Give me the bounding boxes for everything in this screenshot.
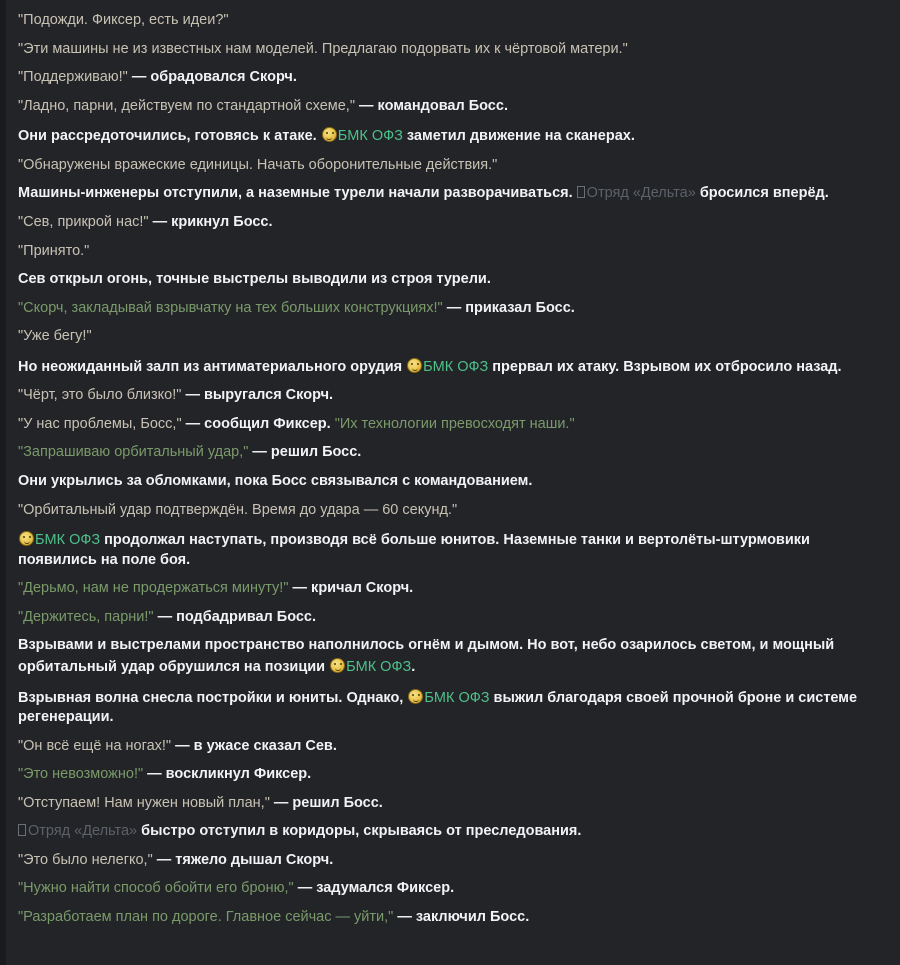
chat-message — [18, 760, 888, 789]
narration-text: — тяжело дышал Скорч. — [156, 851, 334, 868]
dialogue-text: "Подожди. Фиксер, есть идеи?" — [18, 12, 229, 28]
chat-message — [18, 732, 888, 761]
smiley-emoji-icon — [407, 358, 422, 373]
dialogue-text: "Он всё ещё на ногах!" — [18, 737, 176, 754]
chat-message — [18, 496, 888, 525]
dialogue-text: "Орбитальный удар подтверждён. Время до удара — 60 секунд." — [18, 501, 458, 518]
narration-text: Взрывная волна снесла постройки и юниты. Однако, — [18, 689, 408, 706]
narration-text: быстро отступил в коридоры, скрываясь от преследования. — [137, 823, 582, 840]
dialogue-text: "Разработаем план по дороге. Главное сейчас — уйти," — [18, 909, 398, 925]
smiley-emoji-icon — [330, 658, 345, 673]
narration-text: Но неожиданный залп из антиматериального орудия — [18, 358, 407, 375]
chat-message — [18, 903, 888, 932]
narration-text: — командовал Босс. — [359, 97, 508, 114]
mention-link[interactable]: БМК ОФЗ — [346, 658, 412, 675]
narration-text: — заключил Босс. — [397, 909, 530, 925]
chat-message — [18, 351, 888, 382]
dialogue-text: "Нужно найти способ обойти его броню," — [18, 880, 298, 897]
chat-message — [18, 410, 888, 439]
narration-text: — приказал Босс. — [446, 299, 575, 316]
chat-message — [18, 817, 888, 846]
narration-text: — крикнул Босс. — [152, 213, 273, 230]
narration-text: — сообщил Фиксер. — [185, 415, 335, 432]
chat-message — [18, 603, 888, 632]
narration-text: — обрадовался Скорч. — [131, 69, 297, 86]
dialogue-text: "Дерьмо, нам не продержаться минуту!" — [18, 580, 293, 597]
chat-message — [18, 63, 888, 92]
mention-link-muted[interactable]: Отряд «Дельта» — [586, 185, 696, 202]
chat-message — [18, 179, 888, 208]
chat-message — [18, 467, 888, 496]
narration-text: — задумался Фиксер. — [297, 880, 455, 897]
dialogue-text: "Чёрт, это было близко!" — [18, 387, 186, 404]
dialogue-text: "Держитесь, парни!" — [18, 608, 158, 625]
chat-message — [18, 151, 888, 180]
narration-text: Сев открыл огонь, точные выстрелы выводили из строя турели. — [18, 271, 491, 288]
chat-message — [18, 294, 888, 323]
smiley-emoji-icon — [19, 531, 34, 546]
chat-message — [18, 574, 888, 603]
chat-message — [18, 874, 888, 903]
dialogue-text: "Обнаружены вражеские единицы. Начать оборонительные действия." — [18, 156, 498, 173]
dialogue-text: "У нас проблемы, Босс," — [18, 415, 186, 432]
dialogue-text: "Скорч, закладывай взрывчатку на тех больших конструкциях!" — [18, 299, 447, 316]
dialogue-text: "Это было нелегко," — [18, 851, 157, 868]
dialogue-text: "Поддерживаю!" — [18, 69, 132, 86]
narration-text: Машины-инженеры отступили, а наземные турели начали разворачиваться. — [18, 185, 577, 202]
narration-text: заметил движение на сканерах. — [402, 128, 635, 145]
dialogue-text: "Ладно, парни, действуем по стандартной схеме," — [18, 97, 360, 114]
narration-text: Взрывами и выстрелами пространство наполнилось огнём и дымом. Но вот, небо озарилось светом, и мощный орбитальный удар обрушился на позиции — [18, 637, 835, 675]
chat-message — [18, 265, 888, 294]
dialogue-text: "Их технологии превосходят наши." — [334, 415, 575, 432]
narration-text: выжил благодаря своей прочной броне и системе регенерации. — [18, 689, 858, 726]
narration-text: — выругался Скорч. — [185, 387, 334, 404]
chat-message — [18, 789, 888, 818]
narration-text: Они рассредоточились, готовясь к атаке. — [18, 128, 321, 145]
narration-text: . — [411, 658, 416, 675]
mention-link[interactable]: БМК ОФЗ — [423, 358, 489, 375]
narration-text: — в ужасе сказал Сев. — [175, 737, 337, 754]
chat-message — [18, 631, 888, 681]
chat-message — [18, 322, 888, 351]
smiley-emoji-icon — [322, 127, 337, 142]
mention-link-muted[interactable]: Отряд «Дельта» — [28, 823, 138, 840]
dialogue-text: "Запрашиваю орбитальный удар," — [18, 444, 253, 461]
chat-message-list[interactable] — [6, 0, 900, 965]
dialogue-text: "Отступаем! Нам нужен новый план," — [18, 794, 274, 811]
chat-message — [18, 438, 888, 467]
chat-message — [18, 381, 888, 410]
mention-link[interactable]: БМК ОФЗ — [337, 128, 403, 145]
narration-text: бросился вперёд. — [695, 185, 829, 202]
chat-message — [18, 92, 888, 121]
dialogue-text: "Сев, прикрой нас!" — [18, 213, 153, 230]
narration-text: — решил Босс. — [273, 794, 383, 811]
missing-glyph-icon — [577, 186, 585, 198]
dialogue-text: "Эти машины не из известных нам моделей. Предлагаю подорвать их к чёртовой матери." — [18, 40, 628, 57]
narration-text: — решил Босс. — [252, 444, 362, 461]
chat-message — [18, 35, 888, 64]
chat-message — [18, 682, 888, 732]
chat-message — [18, 208, 888, 237]
missing-glyph-icon — [18, 824, 26, 836]
narration-text: — кричал Скорч. — [292, 580, 414, 597]
chat-message — [18, 120, 888, 151]
dialogue-text: "Уже бегу!" — [18, 328, 92, 345]
smiley-emoji-icon — [408, 689, 423, 704]
mention-link[interactable]: БМК ОФЗ — [424, 689, 490, 706]
narration-text: прервал их атаку. Взрывом их отбросило назад. — [488, 358, 842, 375]
chat-message — [18, 237, 888, 266]
chat-message — [18, 846, 888, 875]
narration-text: продолжал наступать, производя всё больше юнитов. Наземные танки и вертолёты-штурмовики появились на поле боя. — [18, 532, 810, 568]
narration-text: — воскликнул Фиксер. — [147, 766, 312, 783]
chat-message — [18, 524, 888, 574]
mention-link[interactable]: БМК ОФЗ — [35, 532, 101, 549]
narration-text: Они укрылись за обломками, пока Босс связывался с командованием. — [18, 473, 533, 489]
chat-message — [18, 6, 888, 35]
dialogue-text: "Это невозможно!" — [18, 766, 148, 783]
narration-text: — подбадривал Босс. — [157, 608, 317, 625]
dialogue-text: "Принято." — [18, 242, 90, 259]
